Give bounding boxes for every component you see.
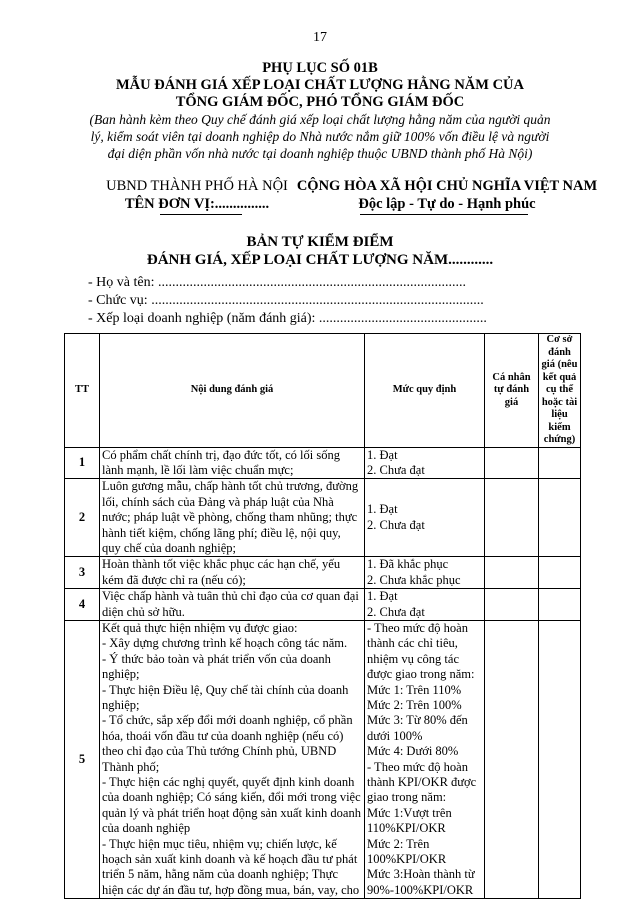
table-row xyxy=(65,557,581,589)
subtitle-line-2: lý, kiểm soát viên tại doanh nghiệp do Nhà nước nắm giữ 100% vốn điều lệ và người xyxy=(90,129,550,144)
basis-cell xyxy=(539,589,581,621)
level-option: Mức 3: Từ 80% đến dưới 100% xyxy=(367,713,468,743)
content-text: - Thực hiện các nghị quyết, quyết định kinh doanh của doanh nghiệp; Có sáng kiến, đổi mới trong việc quản lý và phát triển hoạt động sản xuất kinh doanh của doanh nghiệp xyxy=(102,775,361,836)
basis-cell xyxy=(539,479,581,557)
row-level xyxy=(365,557,485,589)
basis-cell xyxy=(539,620,581,898)
level-option: Mức 2: Trên 100% xyxy=(367,698,462,712)
position-field: - Chức vụ: ............................................................................................... xyxy=(88,293,484,308)
row-number: 5 xyxy=(65,620,100,898)
evaluation-table xyxy=(64,333,581,899)
basis-cell xyxy=(539,557,581,589)
report-title-line-2: ĐÁNH GIÁ, XẾP LOẠI CHẤT LƯỢNG NĂM............ xyxy=(146,252,494,268)
content-text: Kết quả thực hiện nhiệm vụ được giao: xyxy=(102,620,298,635)
level-option: 1. Đạt xyxy=(367,502,398,517)
row-content xyxy=(100,479,365,557)
motto: Độc lập - Tự do - Hạnh phúc xyxy=(358,196,536,212)
table-row xyxy=(65,589,581,621)
document-header xyxy=(0,60,640,162)
row-number: 4 xyxy=(65,589,100,621)
level-option: - Theo mức độ hoàn thành KPI/OKR được giao trong năm: xyxy=(367,759,477,805)
self-assessment-cell xyxy=(485,479,539,557)
level-option: 1. Đã khắc phục xyxy=(367,557,449,572)
subtitle-line-1: (Ban hành kèm theo Quy chế đánh giá xếp loại chất lượng hằng năm của người quản xyxy=(89,112,551,127)
title-line-2: TỔNG GIÁM ĐỐC, PHÓ TỔNG GIÁM ĐỐC xyxy=(175,94,465,110)
header-self-assessment: Cá nhân tự đánh giá xyxy=(485,334,539,448)
row-level xyxy=(365,620,485,898)
national-motto xyxy=(282,177,612,213)
row-level xyxy=(365,589,485,621)
title-line-1: MẪU ĐÁNH GIÁ XẾP LOẠI CHẤT LƯỢNG HẰNG NĂM CỦA xyxy=(115,77,525,93)
level-option: 2. Chưa khắc phục xyxy=(367,572,461,587)
content-text: Hoàn thành tốt việc khắc phục các hạn chế, yếu kém đã được chỉ ra (nếu có); xyxy=(102,557,341,587)
level-option: Mức 4: Dưới 80% xyxy=(367,744,459,759)
level-option: 2. Chưa đạt xyxy=(367,517,425,532)
level-option: - Theo mức độ hoàn thành các chỉ tiêu, nhiệm vụ công tác được giao trong năm: xyxy=(367,620,475,682)
self-assessment-cell xyxy=(485,589,539,621)
table-row xyxy=(65,479,581,557)
basis-cell xyxy=(539,447,581,479)
self-assessment-cell xyxy=(485,557,539,589)
right-divider xyxy=(360,214,528,215)
level-option: Mức 2: Trên 100%KPI/OKR xyxy=(367,836,447,867)
level-option: 1. Đạt xyxy=(367,447,398,462)
country-name: CỘNG HÒA XÃ HỘI CHỦ NGHĨA VIỆT NAM xyxy=(296,178,598,194)
table-header-row xyxy=(65,334,581,448)
authority-name: UBND THÀNH PHỐ HÀ NỘI xyxy=(106,178,288,194)
report-title-line-1: BẢN TỰ KIỂM ĐIỂM xyxy=(246,234,394,250)
table-row xyxy=(65,447,581,479)
content-text: - Thực hiện Điều lệ, Quy chế tài chính của doanh nghiệp; xyxy=(102,682,349,712)
left-divider xyxy=(160,214,242,215)
level-option: Mức 1: Trên 110% xyxy=(367,682,462,697)
row-content xyxy=(100,620,365,898)
report-title xyxy=(0,233,640,269)
content-text: Luôn gương mẫu, chấp hành tốt chủ trương, đường lối, chính sách của Đảng và pháp luật của Nhà nước; pháp luật về phòng, chống tham nhũng; thực hành tiết kiệm, chống lãng phí; điều lệ, nội quy, quy chế của doanh nghiệp; xyxy=(102,479,359,555)
content-text: - Ý thức bảo toàn và phát triển vốn của doanh nghiệp; xyxy=(102,651,331,682)
header-basis: Cơ sở đánh giá (nêu kết quả cụ thể hoặc tài liệu kiểm chứng) xyxy=(539,334,581,448)
content-text: Việc chấp hành và tuân thủ chỉ đạo của cơ quan đại diện chủ sở hữu. xyxy=(102,589,359,619)
issuing-authority xyxy=(82,177,312,213)
content-text: - Thực hiện mục tiêu, nhiệm vụ; chiến lược, kế hoạch sản xuất kinh doanh và kế hoạch đầu tư phát triển 5 năm, hằng năm của doanh nghiệp; Thực hiện các dự án đầu tư, hợp đồng mua, bán, vay, cho xyxy=(102,836,360,897)
table-row xyxy=(65,620,581,898)
header-content: Nội dung đánh giá xyxy=(100,334,365,448)
unit-name: TÊN ĐƠN VỊ:............... xyxy=(124,196,270,212)
enterprise-rating-field: - Xếp loại doanh nghiệp (năm đánh giá): ................................................ xyxy=(88,311,487,326)
row-content xyxy=(100,589,365,621)
row-content xyxy=(100,557,365,589)
row-level xyxy=(365,447,485,479)
level-option: 2. Chưa đạt xyxy=(367,604,425,619)
row-number: 1 xyxy=(65,447,100,479)
self-assessment-cell xyxy=(485,447,539,479)
content-text: Có phẩm chất chính trị, đạo đức tốt, có lối sống lành mạnh, lề lối làm việc chuẩn mực; xyxy=(102,447,340,477)
name-field: - Họ và tên: ........................................................................................ xyxy=(88,275,466,290)
annex-label: PHỤ LỤC SỐ 01B xyxy=(262,60,378,76)
subtitle-line-3: đại diện phần vốn nhà nước tại doanh nghiệp thuộc UBND thành phố Hà Nội) xyxy=(107,146,533,161)
level-option: Mức 1:Vượt trên 110%KPI/OKR xyxy=(367,805,452,836)
level-option: Mức 3:Hoàn thành từ 90%-100%KPI/OKR xyxy=(367,867,475,897)
row-level xyxy=(365,479,485,557)
page-number: 17 xyxy=(313,30,327,45)
content-text: - Xây dựng chương trình kế hoạch công tác năm. xyxy=(102,636,348,651)
content-text: - Tổ chức, sắp xếp đổi mới doanh nghiệp, cổ phần hóa, thoái vốn đầu tư của doanh nghiệp (nếu có) theo chỉ đạo của Thủ tướng Chính phủ, UBND Thành phố; xyxy=(102,713,353,774)
row-number: 2 xyxy=(65,479,100,557)
header-tt: TT xyxy=(65,334,100,448)
self-assessment-cell xyxy=(485,620,539,898)
level-option: 1. Đạt xyxy=(367,589,398,604)
row-content xyxy=(100,447,365,479)
header-level: Mức quy định xyxy=(365,334,485,448)
row-number: 3 xyxy=(65,557,100,589)
level-option: 2. Chưa đạt xyxy=(367,462,425,477)
